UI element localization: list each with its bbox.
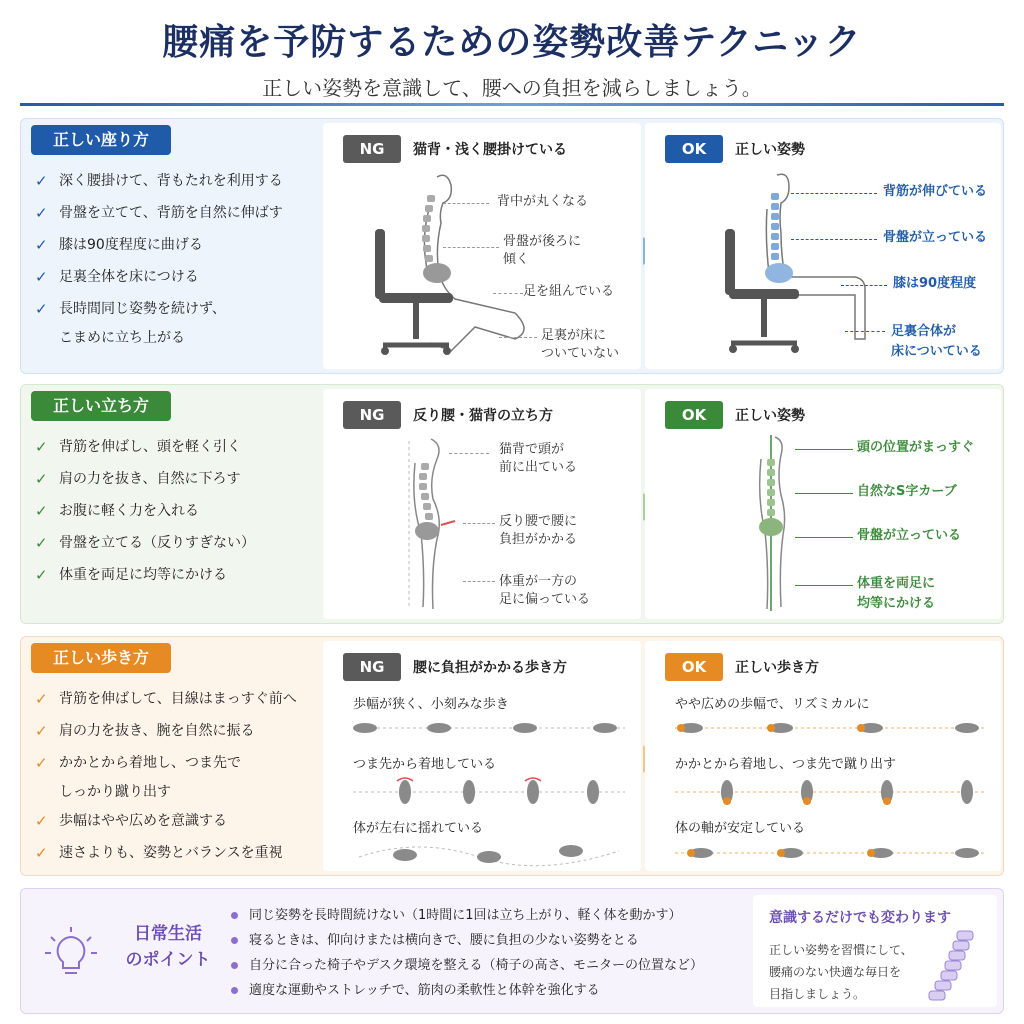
- sitting-ok-note: 骨盤が立っている: [883, 230, 988, 245]
- standing-tip: ✓ 肩の力を抜き、自然に下ろす: [35, 463, 315, 495]
- daily-tip: 同じ姿勢を長時間続けない（1時間に1回は立ち上がり、軽く体を動かす）: [231, 903, 751, 928]
- heel-landing-footprints-icon: [671, 777, 991, 807]
- wide-steps-footprints-icon: [671, 715, 991, 741]
- sitting-ng-note: 足を組んでいる: [523, 284, 615, 299]
- sitting-ng-note: 足裏が床に: [541, 328, 607, 343]
- upright-standing-figure-icon: [741, 433, 811, 613]
- sitting-ok-title: 正しい姿勢: [735, 142, 805, 158]
- check-icon: ✓: [35, 690, 48, 708]
- sitting-tip: ✓ 深く腰掛けて、背もたれを利用する: [35, 165, 315, 197]
- toe-landing-footprints-icon: [349, 777, 629, 807]
- sitting-ng-note: 背中が丸くなる: [497, 194, 589, 209]
- check-icon: ✓: [35, 844, 48, 862]
- check-icon: ✓: [35, 502, 48, 520]
- standing-ok-note: 骨盤が立っている: [857, 528, 962, 543]
- swayback-standing-figure-icon: [393, 433, 473, 613]
- sitting-ng-title: 猫背・浅く腰掛けている: [413, 142, 567, 158]
- ok-callout-line: [791, 193, 877, 194]
- ng-callout-line: [499, 337, 537, 338]
- sitting-ng-note: ついていない: [541, 346, 620, 361]
- sitting-ok-note: 膝は90度程度: [893, 276, 977, 291]
- standing-ng-note: 前に出ている: [499, 460, 578, 475]
- check-icon: ✓: [35, 534, 48, 552]
- check-icon: ✓: [35, 722, 48, 740]
- walking-tips: [21, 637, 321, 875]
- standing-ok-note: 均等にかける: [857, 596, 936, 611]
- check-icon: ✓: [35, 300, 48, 318]
- awareness-text: 正しい姿勢を習慣にして、 腰痛のない快適な毎日を 目指しましょう。: [769, 943, 913, 1001]
- standing-ng-note: 体重が一方の: [499, 574, 578, 589]
- walking-tip: ✓ 歩幅はやや広めを意識する: [35, 805, 315, 837]
- standing-ng-note: 足に偏っている: [499, 592, 591, 607]
- standing-ng-note: 反り腰で腰に: [499, 514, 578, 529]
- check-icon: ✓: [35, 438, 48, 456]
- standing-ok-note: 頭の位置がまっすぐ: [857, 440, 975, 455]
- ok-callout-line: [841, 285, 887, 286]
- walking-ng-panel: [323, 641, 641, 871]
- walking-ok-title: 正しい歩き方: [735, 660, 819, 676]
- ng-badge: NG: [343, 401, 401, 429]
- standing-ok-title: 正しい姿勢: [735, 408, 805, 424]
- walking-tip: ✓ 背筋を伸ばして、目線はまっすぐ前へ: [35, 683, 315, 715]
- short-steps-footprints-icon: [349, 715, 629, 741]
- awareness-card: [753, 895, 997, 1007]
- walking-tip: ✓ かかとから着地し、つま先で しっかり蹴り出す: [35, 747, 315, 805]
- swaying-footprints-icon: [349, 839, 629, 867]
- walking-ok-panel: [645, 641, 1001, 871]
- ok-callout-line: [795, 449, 853, 450]
- ng-callout-line: [443, 247, 499, 248]
- standing-tip: ✓ 体重を両足に均等にかける: [35, 559, 315, 591]
- standing-tip: ✓ お腹に軽く力を入れる: [35, 495, 315, 527]
- spine-icon: [919, 929, 983, 1003]
- sitting-ng-note: 骨盤が後ろに: [503, 234, 582, 249]
- section-walking: [20, 636, 1004, 876]
- awareness-title: 意識するだけでも変わります: [769, 910, 951, 926]
- stable-axis-footprints-icon: [671, 839, 991, 867]
- standing-label: 正しい立ち方: [31, 391, 171, 421]
- ok-callout-line: [845, 331, 885, 332]
- walking-ok-row-label: やや広めの歩幅で、リズミカルに: [675, 697, 870, 712]
- walking-tip: ✓ 速さよりも、姿勢とバランスを重視: [35, 837, 315, 869]
- walking-ok-row-label: かかとから着地し、つま先で蹴り出す: [675, 757, 897, 772]
- standing-ng-note: 負担がかかる: [499, 532, 578, 547]
- walking-ng-row-label: つま先から着地している: [353, 757, 497, 772]
- standing-tips: [21, 385, 321, 623]
- sitting-tip: ✓ 足裏全体を床につける: [35, 261, 315, 293]
- sitting-ok-note: 床についている: [891, 344, 982, 359]
- section-standing: [20, 384, 1004, 624]
- walking-ok-row-label: 体の軸が安定している: [675, 821, 806, 836]
- ok-badge: OK: [665, 401, 723, 429]
- ok-callout-line: [795, 585, 853, 586]
- daily-tip: 寝るときは、仰向けまたは横向きで、腰に負担の少ない姿勢をとる: [231, 928, 751, 953]
- daily-life-title: 日常生活 のポイント: [125, 924, 211, 970]
- standing-tip: ✓ 背筋を伸ばし、頭を軽く引く: [35, 431, 315, 463]
- ng-badge: NG: [343, 135, 401, 163]
- sitting-ok-note: 足裏合体が: [891, 324, 957, 339]
- standing-ok-note: 自然なS字カーブ: [857, 484, 957, 499]
- walking-tip: ✓ 肩の力を抜き、腕を自然に振る: [35, 715, 315, 747]
- section-sitting: [20, 118, 1004, 374]
- sitting-ng-panel: [323, 123, 641, 369]
- lightbulb-icon: [41, 923, 101, 983]
- check-icon: ✓: [35, 566, 48, 584]
- check-icon: ✓: [35, 470, 48, 488]
- ok-badge: OK: [665, 653, 723, 681]
- standing-ng-note: 猫背で頭が: [499, 442, 565, 457]
- daily-tip: 適度な運動やストレッチで、筋肉の柔軟性と体幹を強化する: [231, 978, 751, 1003]
- ng-callout-line: [493, 293, 523, 294]
- standing-tip: ✓ 骨盤を立てる（反りすぎない）: [35, 527, 315, 559]
- sitting-ok-note: 背筋が伸びている: [883, 184, 988, 199]
- check-icon: ✓: [35, 236, 48, 254]
- ok-badge: OK: [665, 135, 723, 163]
- page-title: 腰痛を予防するための姿勢改善テクニック: [162, 22, 862, 63]
- upright-sitting-figure-icon: [705, 169, 875, 365]
- sitting-tip: ✓ 骨盤を立てて、背筋を自然に伸ばす: [35, 197, 315, 229]
- standing-ok-note: 体重を両足に: [857, 576, 936, 591]
- ng-callout-line: [443, 203, 489, 204]
- walking-ng-row-label: 体が左右に揺れている: [353, 821, 484, 836]
- standing-ok-panel: [645, 389, 1001, 619]
- check-icon: ✓: [35, 172, 48, 190]
- ng-callout-line: [449, 453, 489, 454]
- daily-life-section: [20, 888, 1004, 1014]
- ng-badge: NG: [343, 653, 401, 681]
- daily-tip: 自分に合った椅子やデスク環境を整える（椅子の高さ、モニターの位置など）: [231, 953, 751, 978]
- walking-ng-title: 腰に負担がかかる歩き方: [413, 660, 567, 676]
- ok-callout-line: [795, 537, 853, 538]
- title-divider: [20, 103, 1004, 106]
- ok-callout-line: [791, 239, 877, 240]
- sitting-tip: ✓ 長時間同じ姿勢を続けず、 こまめに立ち上がる: [35, 293, 315, 351]
- sitting-ok-panel: [645, 123, 1001, 369]
- sitting-tip: ✓ 膝は90度程度に曲げる: [35, 229, 315, 261]
- check-icon: ✓: [35, 812, 48, 830]
- ng-callout-line: [463, 523, 495, 524]
- sitting-ng-note: 傾く: [503, 252, 530, 267]
- walking-label: 正しい歩き方: [31, 643, 171, 673]
- check-icon: ✓: [35, 204, 48, 222]
- standing-ng-panel: [323, 389, 641, 619]
- sitting-tips: [21, 119, 321, 373]
- page-subtitle: 正しい姿勢を意識して、腰への負担を減らしましょう。: [262, 76, 762, 100]
- walking-ng-row-label: 歩幅が狭く、小刻みな歩き: [353, 697, 509, 712]
- check-icon: ✓: [35, 754, 48, 772]
- ng-callout-line: [463, 581, 495, 582]
- sitting-label: 正しい座り方: [31, 125, 171, 155]
- check-icon: ✓: [35, 268, 48, 286]
- standing-ng-title: 反り腰・猫背の立ち方: [413, 408, 553, 424]
- ok-callout-line: [795, 493, 853, 494]
